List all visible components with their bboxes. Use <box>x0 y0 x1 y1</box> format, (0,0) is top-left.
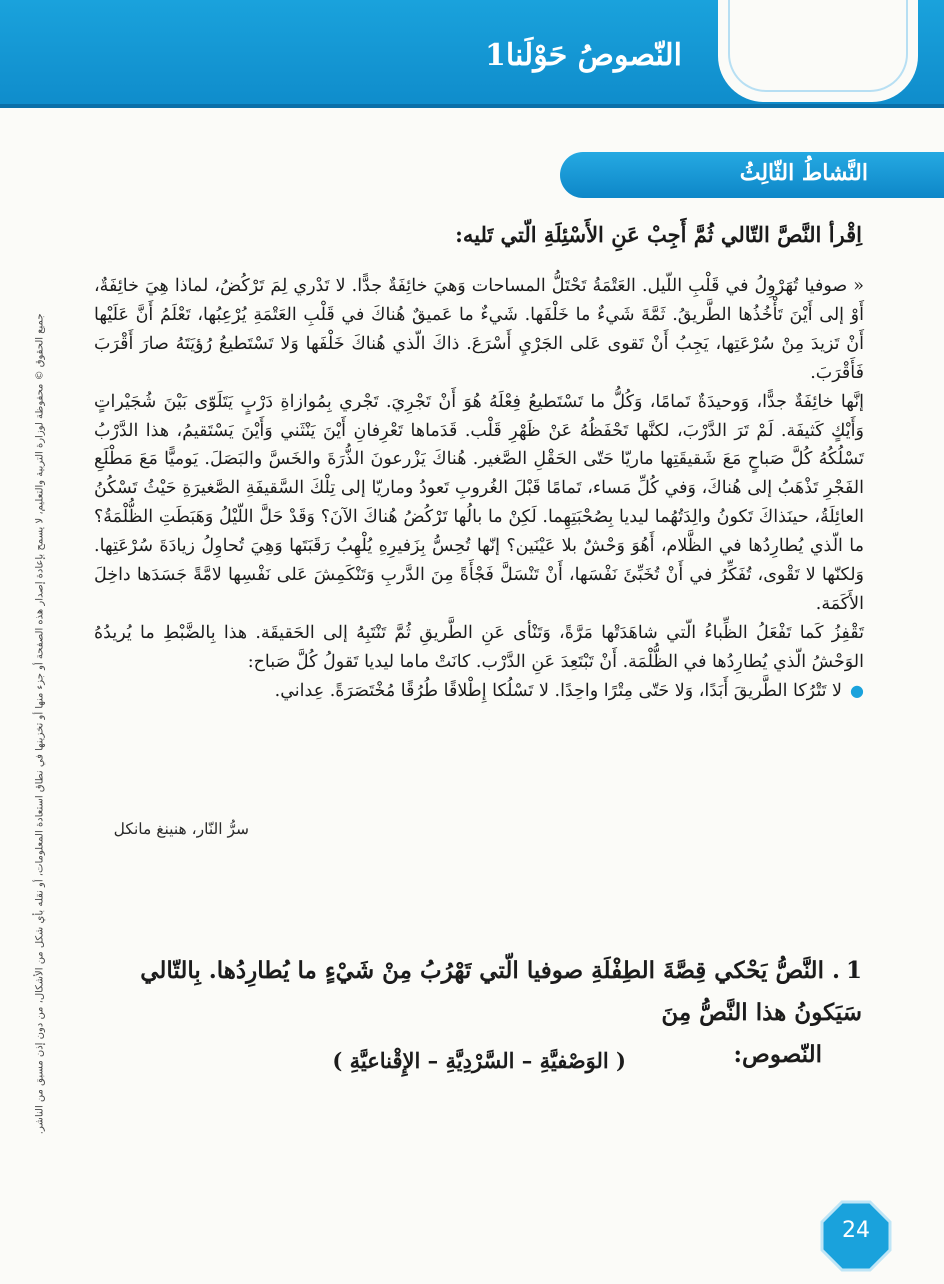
page-title: النّصوصُ حَوْلَنا1 <box>484 38 682 73</box>
copyright-side-note: جميع الحقوق © محفوظة لوزارة التربية والتعليم، لا يسمح بإعادة إصدار هذه الصفحة أو جزء منها أو تخزينها في نطاق استعادة المعلومات، أو نقله بأي شكل من الأشكال، من دون إذن مسبق من الناشر. <box>34 313 46 1135</box>
question-number: 1 <box>845 957 862 984</box>
page-number-badge <box>820 1200 892 1272</box>
question-text: النَّصُّ يَحْكي قِصَّةَ الطِفْلَةِ صوفيا الّتي تَهْرُبُ مِنْ شَيْءٍ ما يُطارِدُها. بِالتّالي سَيَكونُ هذا النَّصُّ مِنَ <box>140 957 862 1026</box>
bullet-dot-icon: ● <box>850 680 864 700</box>
question-options: ( الوَصْفيَّةِ – السَّرْدِيَّةِ – الإِقْناعيَّةِ ) <box>332 1048 626 1073</box>
passage-bullet-line <box>94 677 864 706</box>
passage-paragraph: « صوفيا تُهَرْوِلُ في قَلْبِ اللّيل. العَتْمَةُ تَحْتَلُّ المساحات وَهيَ خائِفَةٌ جدًّا. لا تَدْري لِمَ تَرْكُضُ، لماذا هِيَ خائِفَةٌ، أَوْ إلى أَيْنَ تَأْخُذُها الطَّريقُ. ثَمَّةَ شَيءٌ ما خَلْفَها. شَيءٌ ما عَميقٌ هُناكَ في قَلْبِ العَتْمَةِ يُرْعِبُها، تَعْلَمُ أَنَّ عَلَيْها أَنْ تَزيدَ مِنْ سُرْعَتِها، يَجِبُ أَنْ تَقوى عَلى الجَرْيِ أَسْرَعَ. ذاكَ الّذي هُناكَ خَلْفَها وَلا تَسْتَطيعُ رُؤيَتَهُ صارَ أَقْرَبَ فَأَقْرَبَ. <box>94 276 864 383</box>
header-band-edge <box>0 104 944 108</box>
reading-passage <box>94 272 864 706</box>
question-line-1 <box>92 950 862 1034</box>
passage-paragraph: تَقْفِزُ كَما تَفْعَلُ الظِّباءُ الّتي شاهَدَتْها مَرَّةً، وَتَنْأى عَنِ الطَّريقِ ثُمَّ تَنْتَبِهُ إلى الحَقيقَة. هذا بِالضَّبْطِ ما يُريدُهُ الوَحْشُ الّذي يُطارِدُها في الظُّلْمَة. أَنْ تَبْتَعِدَ عَنِ الدَّرْب. كانَتْ ماما ليديا تَقولُ كُلَّ صَباح: <box>94 622 864 672</box>
passage-bullet-text: لا تَتْرُكا الطَّريقَ أَبَدًا، وَلا حَتّى مِتْرًا واحِدًا. لا تَسْلُكا إِطْلاقًا طُرُقًا مُخْتَصَرَةً. عِداني. <box>274 680 843 701</box>
header-tab-notch-outline <box>728 0 908 92</box>
instruction-text: اِقْرأ النَّصَّ التّالي ثُمَّ أَجِبْ عَنِ الأَسْئِلَةِ الّتي تَليه: <box>455 222 862 247</box>
activity-title: النَّشاطُ الثّالِثُ <box>739 160 868 186</box>
source-citation: سرُّ النّار، هنينغ مانكل <box>113 820 249 838</box>
question-line-2: النّصوص: <box>733 1041 822 1068</box>
page-number: 24 <box>842 1218 870 1243</box>
question-dot: . <box>823 957 840 984</box>
passage-paragraph: إنَّها خائِفَةٌ جدًّا، وَوحيدَةٌ تَمامًا، وَكُلُّ ما تَسْتَطيعُ فِعْلَهُ هُوَ أَنْ تَجْرِيَ. تَجْري بِمُوازاةِ دَرْبٍ يَتَلَوّى بَيْنَ شُجَيْراتٍ وَأَيْكٍ كَثيفَة. لَمْ تَرَ الدَّرْبَ، لكنَّها تَحْفَظُهُ عَنْ ظَهْرِ قَلْب. قَدَماها تَعْرِفانِ أَيْنَ يَنْثَني وَأَيْنَ يَسْتَقيمُ، هذا الدَّرْبُ تَسْلُكُهُ كُلَّ صَباحٍ مَعَ شَقيقَتِها ماريّا حَتّى الحَقْلِ الصَّغير. هُناكَ يَزْرعونَ الذُّرَةَ والخَسَّ والبَصَلَ. يَوميًّا مَعَ مَطْلَعِ الفَجْرِ تَذْهَبُ إلى هُناكَ، وَفي كُلِّ مَساء، تَمامًا قَبْلَ الغُروبِ تَعودُ وماريّا إلى تِلْكَ السَّقيفَةِ الصَّغيرَةِ حَيْثُ تَسْكُنُ العائِلَةُ، حينَذاكَ تَكونُ والِدَتُهُما ليديا بِصُحْبَتِهِما. لَكِنْ ما بالُها تَرْكُضُ هُناكَ الآنَ؟ وَقَدْ حَلَّ اللّيْلُ وَهَبَطَتِ الظُّلْمَةُ؟ ما الّذي يُطارِدُها في الظَّلام، أَهُوَ وَحْشٌ بلا عَيْنَين؟ إنّها تُحِسُّ بِزَفيرِهِ يُلْهِبُ رَقَبَتَها وَهِيَ تُحاوِلُ زيادَةَ سُرْعَتِها. وَلكنّها لا تَقْوى، تُفَكِّرُ في أَنْ تُخَبِّئَ نَفْسَها، أَنْ تَنْسَلَّ فَجْأَةً مِنَ الدَّربِ وَتَنْكَمِشَ عَلى نَفْسِها لامَّةً جَسَدَها داخِلَ الأَكَمَة. <box>94 391 864 614</box>
